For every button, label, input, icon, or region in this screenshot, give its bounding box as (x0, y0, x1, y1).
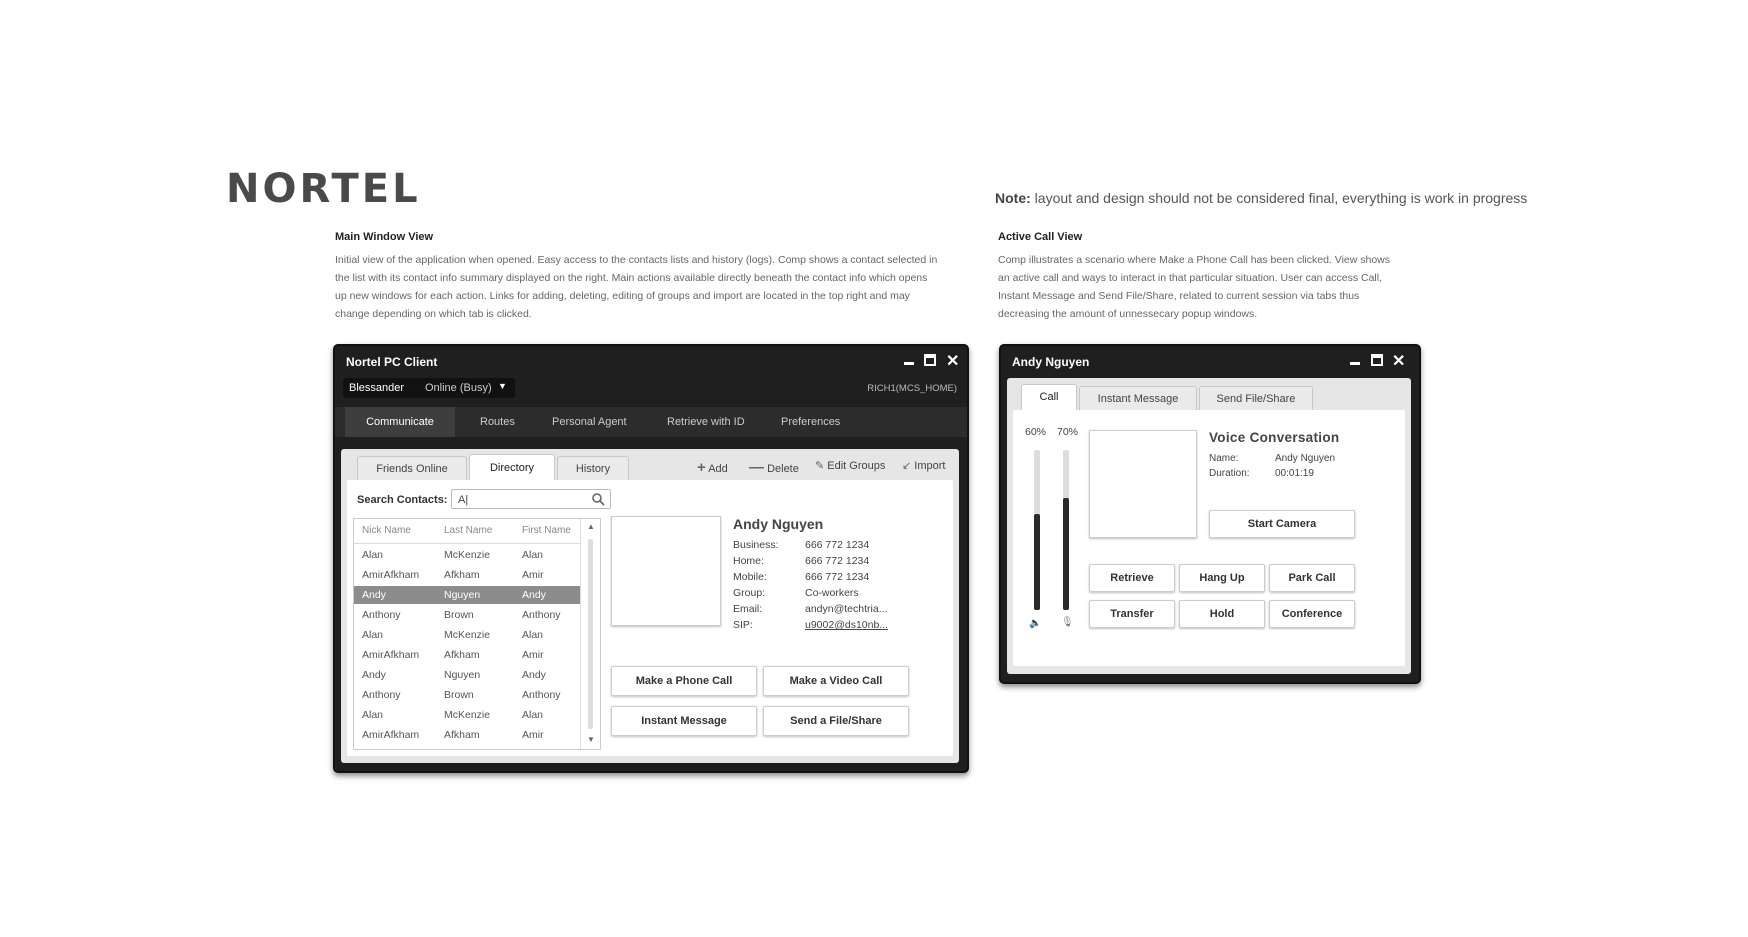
scroll-up-icon[interactable]: ▲ (587, 522, 595, 531)
desc-line: the list with its contact info summary displayed on the right. Main actions available directly beneath the contact info which opens (335, 272, 928, 284)
minimize-icon[interactable] (1350, 362, 1360, 365)
contact-photo (611, 516, 721, 626)
search-value: A| (458, 494, 469, 506)
cell-first: Alan (522, 629, 544, 641)
cell-first: Andy (522, 669, 546, 681)
tab-friends-online[interactable]: Friends Online (357, 456, 467, 480)
cell-nick: Anthony (362, 689, 401, 701)
delete-button[interactable] (749, 459, 799, 476)
hold-button[interactable]: Hold (1179, 600, 1265, 628)
call-section-description (998, 251, 1438, 323)
user-name: Blessander (349, 382, 405, 394)
cell-nick: Andy (362, 589, 386, 601)
transfer-button[interactable]: Transfer (1089, 600, 1175, 628)
cell-first: Alan (522, 549, 544, 561)
delete-label: Delete (767, 463, 799, 475)
pencil-icon: ✎ (815, 460, 825, 472)
cell-first: Alan (522, 709, 544, 721)
table-row[interactable] (354, 646, 580, 664)
business-label: Business: (733, 539, 779, 551)
tab-history[interactable]: History (557, 456, 629, 480)
cell-first: Anthony (522, 609, 561, 621)
cell-nick: AmirAfkham (362, 649, 420, 661)
search-label: Search Contacts: (357, 494, 448, 506)
desc-line: Initial view of the application when opened. Easy access to the contacts lists and history (logs). Comp shows a contact selected in (335, 254, 938, 266)
contact-list (353, 518, 601, 750)
sip-value[interactable]: u9002@ds10nb... (805, 619, 889, 631)
mic-volume-fill (1063, 498, 1069, 610)
send-file-share-button[interactable]: Send a File/Share (763, 706, 909, 736)
contact-name: Andy Nguyen (733, 516, 824, 532)
cell-nick: Anthony (362, 609, 401, 621)
cell-last: Nguyen (444, 589, 481, 601)
conversation-heading: Voice Conversation (1209, 430, 1340, 445)
plus-icon: + (697, 459, 706, 476)
table-row[interactable] (354, 726, 580, 744)
call-pane (1013, 410, 1405, 666)
speaker-icon: 🔈 (1029, 618, 1042, 629)
table-row[interactable] (354, 606, 580, 624)
cell-last: Afkham (444, 729, 480, 741)
email-label: Email: (733, 603, 763, 615)
make-phone-call-button[interactable]: Make a Phone Call (611, 666, 757, 696)
nortel-logo: NORTEL (226, 166, 421, 212)
list-scrollbar[interactable] (580, 519, 601, 749)
speaker-volume-slider[interactable] (1034, 450, 1040, 610)
desc-line: change depending on which tab is clicked. (335, 308, 532, 320)
tab-routes[interactable]: Routes (480, 416, 515, 428)
close-icon[interactable]: ✕ (946, 353, 960, 370)
group-value: Co-workers (805, 587, 859, 599)
main-window (333, 344, 969, 773)
maximize-icon[interactable] (924, 354, 936, 366)
table-row[interactable] (354, 686, 580, 704)
make-video-call-button[interactable]: Make a Video Call (763, 666, 909, 696)
note-text: layout and design should not be considered final, everything is work in progress (1030, 190, 1528, 206)
sip-label: SIP: (733, 619, 753, 631)
add-label: Add (708, 463, 728, 475)
import-button[interactable] (902, 459, 945, 472)
content-panel (341, 449, 959, 763)
video-preview (1089, 430, 1197, 538)
mic-level-label: 70% (1057, 426, 1079, 438)
tab-send-file-share[interactable]: Send File/Share (1199, 386, 1313, 410)
edit-groups-button[interactable] (815, 459, 885, 472)
mic-volume-slider[interactable] (1063, 450, 1069, 610)
group-label: Group: (733, 587, 766, 599)
cell-first: Amir (522, 649, 544, 661)
main-nav (335, 407, 967, 437)
call-window (999, 344, 1421, 684)
cell-last: McKenzie (444, 629, 491, 641)
desc-line: Comp illustrates a scenario where Make a Phone Call has been clicked. View shows (998, 254, 1391, 266)
home-value: 666 772 1234 (805, 555, 870, 567)
duration-label: Duration: (1209, 468, 1250, 479)
start-camera-button[interactable]: Start Camera (1209, 510, 1355, 538)
desc-line: Instant Message and Send File/Share, related to current session via tabs thus (998, 290, 1360, 302)
park-call-button[interactable]: Park Call (1269, 564, 1355, 592)
close-icon[interactable]: ✕ (1392, 353, 1406, 370)
column-header-last-name[interactable]: Last Name (444, 525, 493, 536)
window-title: Nortel PC Client (346, 355, 438, 369)
table-row[interactable] (354, 626, 580, 644)
cell-last: Afkham (444, 569, 480, 581)
design-note (995, 190, 1527, 206)
import-icon: ↙ (902, 460, 912, 472)
retrieve-button[interactable]: Retrieve (1089, 564, 1175, 592)
cell-nick: Andy (362, 669, 386, 681)
note-label: Note: (995, 190, 1031, 206)
cell-nick: AmirAfkham (362, 729, 420, 741)
name-value: Andy Nguyen (1275, 453, 1336, 464)
chevron-down-icon: ▼ (498, 381, 507, 391)
tab-call[interactable]: Call (1021, 384, 1077, 410)
conference-button[interactable]: Conference (1269, 600, 1355, 628)
cell-last: Afkham (444, 649, 480, 661)
search-input[interactable] (451, 489, 611, 509)
tab-directory[interactable]: Directory (469, 454, 555, 481)
business-value: 666 772 1234 (805, 539, 870, 551)
cell-first: Anthony (522, 689, 561, 701)
home-label: Home: (733, 555, 764, 567)
import-label: Import (914, 460, 946, 472)
main-section-description (335, 251, 975, 323)
desc-line: decreasing the amount of unnessecary popup windows. (998, 308, 1258, 320)
cell-last: Brown (444, 609, 474, 621)
call-panel (1007, 378, 1411, 674)
mobile-value: 666 772 1234 (805, 571, 870, 583)
cell-last: McKenzie (444, 709, 491, 721)
cell-last: Brown (444, 689, 474, 701)
tab-preferences[interactable]: Preferences (781, 416, 841, 428)
table-row[interactable] (354, 706, 580, 724)
table-row[interactable] (354, 666, 580, 684)
mobile-label: Mobile: (733, 571, 767, 583)
column-header-nick-name[interactable]: Nick Name (362, 525, 411, 536)
cell-first: Amir (522, 569, 544, 581)
cell-nick: AmirAfkham (362, 569, 420, 581)
cell-first: Andy (522, 589, 546, 601)
desc-line: an active call and ways to interact in that particular situation. User can access Call, (998, 272, 1383, 284)
scroll-down-icon[interactable]: ▼ (587, 735, 595, 744)
email-value[interactable]: andyn@techtria... (805, 603, 888, 615)
minus-icon: — (749, 459, 764, 476)
cell-nick: Alan (362, 709, 384, 721)
cell-nick: Alan (362, 549, 384, 561)
tab-retrieve-with-id[interactable]: Retrieve with ID (667, 416, 745, 428)
search-icon (592, 493, 605, 506)
scroll-thumb[interactable] (588, 539, 593, 729)
call-section-title: Active Call View (998, 231, 1083, 243)
table-row-selected[interactable] (354, 586, 580, 604)
presence-status: Online (Busy) (425, 382, 492, 394)
name-label: Name: (1209, 453, 1239, 464)
list-header (354, 519, 580, 544)
add-button[interactable] (697, 459, 728, 476)
duration-value: 00:01:19 (1275, 468, 1314, 479)
directory-pane (347, 480, 953, 756)
cell-last: Nguyen (444, 669, 481, 681)
hang-up-button[interactable]: Hang Up (1179, 564, 1265, 592)
table-row[interactable] (354, 566, 580, 584)
table-row[interactable] (354, 546, 580, 564)
tab-personal-agent[interactable]: Personal Agent (552, 416, 627, 428)
instant-message-button[interactable]: Instant Message (611, 706, 757, 736)
speaker-volume-fill (1034, 514, 1040, 610)
cell-first: Amir (522, 729, 544, 741)
main-section-title: Main Window View (335, 231, 434, 243)
cell-nick: Alan (362, 629, 384, 641)
desc-line: up new windows for each action. Links for adding, deleting, editing of groups and import are located in the top right and may (335, 290, 910, 302)
cell-last: McKenzie (444, 549, 491, 561)
microphone-icon: 🎙 (1061, 617, 1074, 628)
maximize-icon[interactable] (1371, 354, 1383, 366)
minimize-icon[interactable] (904, 362, 914, 365)
status-selector[interactable] (343, 378, 515, 398)
edit-groups-label: Edit Groups (827, 460, 886, 472)
server-name: RICH1(MCS_HOME) (867, 383, 957, 394)
window-title: Andy Nguyen (1012, 355, 1090, 369)
tab-instant-message[interactable]: Instant Message (1079, 386, 1197, 410)
tab-communicate[interactable]: Communicate (345, 407, 455, 437)
column-header-first-name[interactable]: First Name (522, 525, 571, 536)
speaker-level-label: 60% (1025, 426, 1047, 438)
